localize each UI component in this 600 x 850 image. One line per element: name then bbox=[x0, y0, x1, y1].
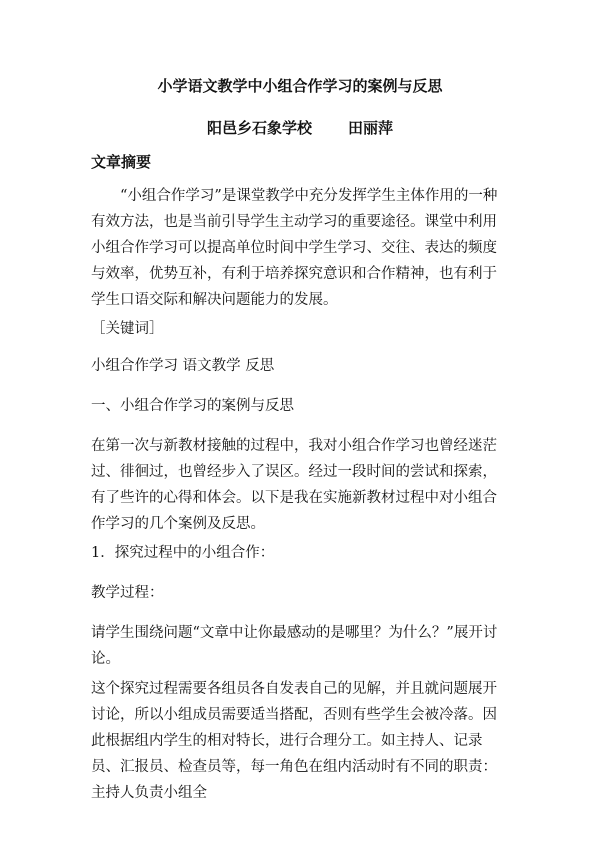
keywords-text: 小组合作学习 语文教学 反思 bbox=[91, 358, 275, 374]
document-title: 小学语文教学中小组合作学习的案例与反思 bbox=[157, 77, 443, 95]
abstract-heading: 文章摘要 bbox=[91, 153, 152, 171]
explanation-paragraph: 这个探究过程需要各组员各自发表自己的见解，并且就问题展开讨论，所以小组成员需要适当搭配，否则有些学生会被冷落。因此根据组内学生的相对特长，进行合理分工。如主持人、记录员、汇报员、检查员等，每一角色在组内活动时有不同的职责：主持人负责小组全 bbox=[91, 681, 497, 801]
teaching-process-label: 教学过程： bbox=[91, 585, 164, 601]
author-line bbox=[0, 119, 600, 137]
list-item-1: 1．探究过程中的小组合作： bbox=[91, 545, 275, 561]
author-name: 田丽萍 bbox=[348, 119, 394, 137]
abstract-paragraph: “小组合作学习”是课堂教学中充分发挥学生主体作用的一种有效方法，也是当前引导学生主动学习的重要途径。课堂中利用小组合作学习可以提高单位时间中学生学习、交往、表达的频度与效率，优势互补，有利于培养探究意识和合作精神，也有利于学生口语交际和解决问题能力的发展。 bbox=[91, 188, 498, 308]
keywords-label: ［关键词］ bbox=[91, 321, 164, 337]
school-name: 阳邑乡石象学校 bbox=[206, 119, 312, 137]
discussion-paragraph: 请学生围绕问题“文章中让你最感动的是哪里？为什么？”展开讨论。 bbox=[91, 625, 498, 667]
section-heading-1: 一、小组合作学习的案例与反思 bbox=[91, 398, 294, 414]
intro-paragraph: 在第一次与新教材接触的过程中，我对小组合作学习也曾经迷茫过、徘徊过，也曾经步入了误区。经过一段时间的尝试和探索，有了些许的心得和体会。以下是我在实施新教材过程中对小组合作学习的几个案例及反思。 bbox=[91, 438, 497, 532]
